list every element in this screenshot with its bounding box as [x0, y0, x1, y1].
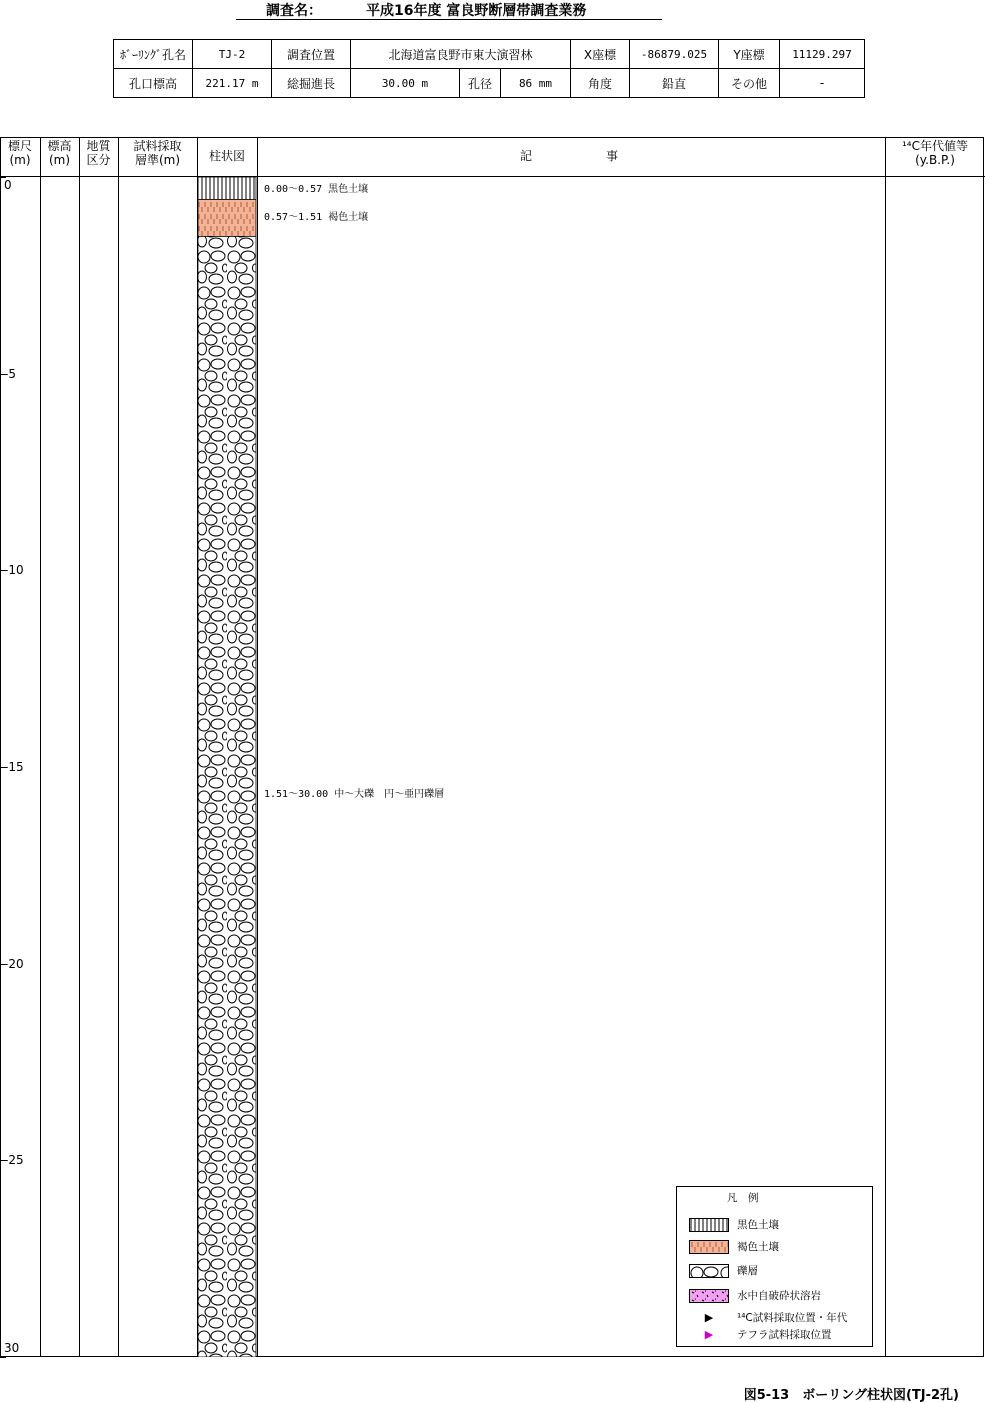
location-label: 調査位置 [272, 40, 351, 69]
header-c14: ¹⁴C年代値等 (y.B.P.) [901, 139, 968, 167]
black-soil-swatch [689, 1218, 729, 1232]
total-length: 30.00 m [351, 69, 460, 98]
header-geology: 地質 区分 [86, 139, 111, 167]
tephra-marker-icon: ▶ [704, 1328, 714, 1341]
layer-description: 1.51～30.00 中～大礫 円～亜円礫層 [264, 788, 445, 800]
header-elevation: 標高 (m) [47, 139, 72, 167]
total-length-label: 総掘進長 [272, 69, 351, 98]
legend-item-c14-sample: ▶ ¹⁴C試料採取位置・年代 [689, 1310, 847, 1325]
hyaloclastite-swatch [689, 1289, 729, 1303]
y-label: Y座標 [719, 40, 780, 69]
survey-title [236, 0, 662, 20]
survey-name: 平成16年度 富良野断層帯調査業務 [366, 3, 587, 19]
layer-description: 0.00～0.57 黒色土壌 [264, 183, 369, 195]
header-desc-2: 事 [606, 149, 619, 163]
y-value: 11129.297 [780, 40, 865, 69]
depth-label: -20 [4, 956, 24, 971]
depth-label: -15 [4, 760, 24, 774]
header-sample: 試料採取 層準(m) [133, 139, 182, 167]
boring-info-table [113, 39, 865, 98]
diameter: 86 mm [501, 69, 571, 98]
legend-item-brown-soil: 褐色土壌 [689, 1239, 779, 1254]
angle: 鉛直 [630, 69, 719, 98]
legend-item-gravel: 礫層 [689, 1263, 758, 1278]
figure-caption: 図5-13 ボーリング柱状図(TJ-2孔) [743, 1388, 959, 1403]
depth-label: 30 [4, 1341, 20, 1355]
column-divider [40, 137, 41, 1357]
depth-label: -5 [4, 366, 16, 381]
legend-item-hyaloclastite: 水中自破砕状溶岩 [689, 1288, 821, 1303]
other: - [780, 69, 865, 98]
black-soil-layer [198, 177, 256, 199]
brown-soil-swatch [689, 1240, 729, 1254]
gravel-swatch [689, 1264, 729, 1278]
legend-title: 凡 例 [727, 1192, 759, 1204]
header-scale: 標尺 (m) [7, 139, 32, 167]
boring-name-label: ﾎﾞｰﾘﾝｸﾞ孔名 [114, 40, 193, 69]
elevation: 221.17 m [193, 69, 272, 98]
location: 北海道富良野市東大演習林 [351, 40, 571, 69]
layer-description: 0.57～1.51 褐色土壌 [264, 212, 369, 224]
x-value: -86879.025 [630, 40, 719, 69]
other-label: その他 [719, 69, 780, 98]
boring-log-frame [0, 137, 984, 1357]
header-divider [0, 176, 985, 177]
x-label: X座標 [571, 40, 630, 69]
column-divider [885, 137, 886, 1357]
angle-label: 角度 [571, 69, 630, 98]
column-divider [257, 137, 258, 1357]
header-column: 柱状図 [208, 149, 245, 163]
depth-label: -10 [4, 563, 24, 578]
column-divider [79, 137, 80, 1357]
legend [676, 1186, 873, 1347]
diameter-label: 孔径 [460, 69, 501, 98]
c14-marker-icon: ▶ [704, 1311, 714, 1324]
column-divider [118, 137, 119, 1357]
elevation-label: 孔口標高 [114, 69, 193, 98]
boring-column [197, 177, 257, 1357]
legend-item-tephra-sample: ▶ テフラ試料採取位置 [689, 1327, 832, 1342]
gravel-layer [198, 236, 256, 1357]
depth-tick [0, 1357, 6, 1358]
brown-soil-layer [198, 199, 256, 236]
boring-name: TJ-2 [193, 40, 272, 69]
header-desc-1: 記 [520, 149, 533, 163]
depth-label: -25 [4, 1153, 24, 1168]
depth-label: 0 [4, 178, 12, 192]
survey-label: 調査名： [266, 3, 322, 19]
legend-item-black-soil: 黒色土壌 [689, 1217, 779, 1232]
